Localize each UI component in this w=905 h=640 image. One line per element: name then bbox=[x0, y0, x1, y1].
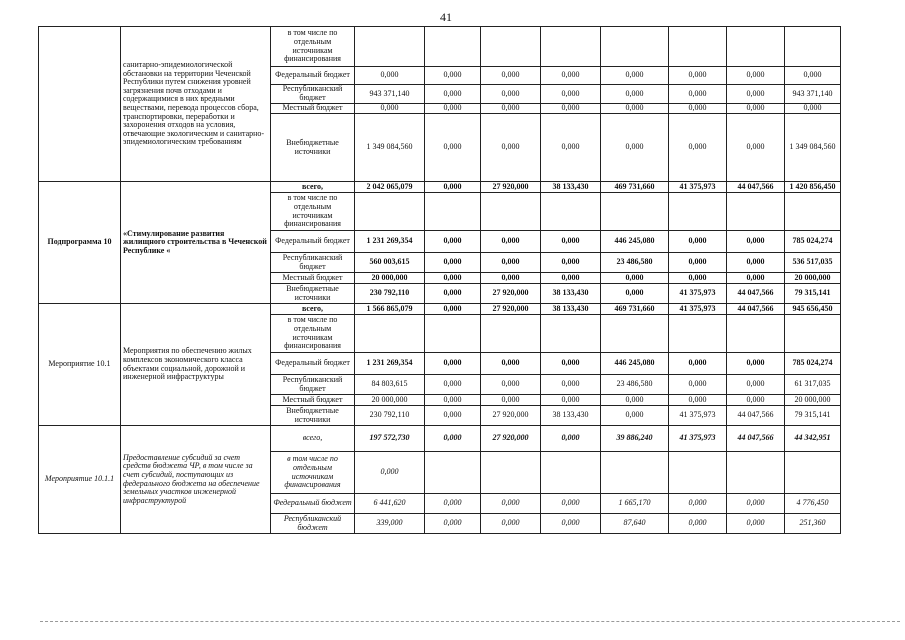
amount-cell: 0,000 bbox=[425, 395, 481, 406]
amount-cell: 0,000 bbox=[601, 406, 669, 426]
amount-cell: 0,000 bbox=[425, 514, 481, 534]
amount-cell: 0,000 bbox=[425, 114, 481, 182]
amount-cell: 0,000 bbox=[727, 104, 785, 114]
amount-cell: 469 731,660 bbox=[601, 182, 669, 193]
empty-cell bbox=[727, 193, 785, 231]
source-label: в том числе по отдельным источникам финансирования bbox=[271, 193, 355, 231]
amount-cell: 20 000,000 bbox=[355, 273, 425, 284]
amount-cell: 20 000,000 bbox=[785, 395, 841, 406]
source-label: в том числе по отдельным источникам финансирования bbox=[271, 315, 355, 353]
amount-cell: 230 792,110 bbox=[355, 284, 425, 304]
source-label: Внебюджетные источники bbox=[271, 406, 355, 426]
source-label: Республиканский бюджет bbox=[271, 85, 355, 104]
amount-cell: 6 441,620 bbox=[355, 494, 425, 514]
measure-description: санитарно-эпидемиологической обстановки на территории Чеченской Республики путем снижения уровней загрязнения почв отходами и содержащимися в них вредными веществами, перевода процессов сбора, транспортировки, переработки и захоронения отходов на условия, отвечающие экологическим и санитарно-эпидемиологическим требованиям bbox=[121, 27, 271, 182]
empty-cell bbox=[727, 452, 785, 494]
amount-cell: 0,000 bbox=[541, 353, 601, 375]
amount-cell: 0,000 bbox=[425, 253, 481, 273]
amount-cell: 20 000,000 bbox=[355, 395, 425, 406]
amount-cell: 1 349 084,560 bbox=[355, 114, 425, 182]
empty-cell bbox=[541, 315, 601, 353]
table-row bbox=[39, 27, 841, 67]
table-row bbox=[39, 426, 841, 452]
amount-cell: 0,000 bbox=[481, 231, 541, 253]
empty-cell bbox=[669, 315, 727, 353]
amount-cell: 0,000 bbox=[481, 253, 541, 273]
amount-cell: 0,000 bbox=[425, 406, 481, 426]
amount-cell: 0,000 bbox=[425, 375, 481, 395]
amount-cell: 197 572,730 bbox=[355, 426, 425, 452]
source-label: Местный бюджет bbox=[271, 273, 355, 284]
amount-cell: 1 231 269,354 bbox=[355, 231, 425, 253]
empty-cell bbox=[425, 193, 481, 231]
amount-cell: 0,000 bbox=[785, 67, 841, 85]
amount-cell: 0,000 bbox=[355, 67, 425, 85]
amount-cell: 469 731,660 bbox=[601, 304, 669, 315]
amount-cell: 0,000 bbox=[541, 85, 601, 104]
amount-cell: 251,360 bbox=[785, 514, 841, 534]
amount-cell: 20 000,000 bbox=[785, 273, 841, 284]
source-label: Республиканский бюджет bbox=[271, 253, 355, 273]
amount-cell: 41 375,973 bbox=[669, 304, 727, 315]
amount-cell: 0,000 bbox=[355, 104, 425, 114]
amount-cell: 87,640 bbox=[601, 514, 669, 534]
amount-cell: 38 133,430 bbox=[541, 182, 601, 193]
empty-cell bbox=[601, 193, 669, 231]
subprogram-title: «Стимулирование развития жилищного строительства в Чеченской Республике « bbox=[121, 182, 271, 304]
source-label: всего, bbox=[271, 304, 355, 315]
amount-cell: 1 231 269,354 bbox=[355, 353, 425, 375]
source-label: Республиканский бюджет bbox=[271, 375, 355, 395]
amount-cell: 0,000 bbox=[481, 514, 541, 534]
amount-cell: 23 486,580 bbox=[601, 253, 669, 273]
empty-cell bbox=[541, 27, 601, 67]
amount-cell: 0,000 bbox=[601, 114, 669, 182]
amount-cell: 27 920,000 bbox=[481, 284, 541, 304]
amount-cell: 41 375,973 bbox=[669, 182, 727, 193]
source-label: в том числе по отдельным источникам финансирования bbox=[271, 27, 355, 67]
amount-cell: 38 133,430 bbox=[541, 304, 601, 315]
amount-cell: 0,000 bbox=[727, 395, 785, 406]
amount-cell: 0,000 bbox=[425, 284, 481, 304]
measure-label: Мероприятие 10.1 bbox=[39, 304, 121, 426]
amount-cell: 0,000 bbox=[601, 395, 669, 406]
amount-cell: 0,000 bbox=[541, 375, 601, 395]
amount-cell: 446 245,080 bbox=[601, 231, 669, 253]
amount-cell: 44 047,566 bbox=[727, 284, 785, 304]
amount-cell: 0,000 bbox=[541, 114, 601, 182]
source-label: Федеральный бюджет bbox=[271, 353, 355, 375]
empty-cell bbox=[785, 193, 841, 231]
source-label: Федеральный бюджет bbox=[271, 494, 355, 514]
measure-title: Мероприятия по обеспечению жилых комплексов экономического класса объектами социальной, дорожной и инженерной инфраструктуры bbox=[121, 304, 271, 426]
source-label: Местный бюджет bbox=[271, 395, 355, 406]
source-label: Федеральный бюджет bbox=[271, 67, 355, 85]
amount-cell: 1 420 856,450 bbox=[785, 182, 841, 193]
amount-cell: 23 486,580 bbox=[601, 375, 669, 395]
amount-cell: 1 349 084,560 bbox=[785, 114, 841, 182]
amount-cell: 0,000 bbox=[601, 284, 669, 304]
amount-cell: 0,000 bbox=[425, 494, 481, 514]
source-label: Внебюджетные источники bbox=[271, 284, 355, 304]
amount-cell: 0,000 bbox=[727, 514, 785, 534]
amount-cell: 41 375,973 bbox=[669, 426, 727, 452]
amount-cell: 1 665,170 bbox=[601, 494, 669, 514]
amount-cell: 4 776,450 bbox=[785, 494, 841, 514]
amount-cell: 0,000 bbox=[425, 426, 481, 452]
page-bottom-line bbox=[40, 621, 900, 622]
empty-cell bbox=[425, 315, 481, 353]
amount-cell: 27 920,000 bbox=[481, 304, 541, 315]
empty-cell bbox=[481, 193, 541, 231]
amount-cell: 0,000 bbox=[425, 104, 481, 114]
source-label: Местный бюджет bbox=[271, 104, 355, 114]
amount-cell: 0,000 bbox=[601, 67, 669, 85]
source-label: Федеральный бюджет bbox=[271, 231, 355, 253]
amount-cell: 0,000 bbox=[727, 375, 785, 395]
amount-cell: 0,000 bbox=[727, 273, 785, 284]
empty-cell bbox=[785, 315, 841, 353]
amount-cell: 0,000 bbox=[669, 395, 727, 406]
empty-cell bbox=[669, 27, 727, 67]
amount-cell: 0,000 bbox=[669, 114, 727, 182]
amount-cell: 536 517,035 bbox=[785, 253, 841, 273]
amount-cell: 0,000 bbox=[785, 104, 841, 114]
amount-cell: 61 317,035 bbox=[785, 375, 841, 395]
amount-cell: 0,000 bbox=[425, 273, 481, 284]
amount-cell: 0,000 bbox=[601, 273, 669, 284]
empty-cell bbox=[355, 193, 425, 231]
amount-cell: 0,000 bbox=[669, 253, 727, 273]
amount-cell: 27 920,000 bbox=[481, 406, 541, 426]
table-row bbox=[39, 182, 841, 193]
amount-cell: 446 245,080 bbox=[601, 353, 669, 375]
amount-cell: 27 920,000 bbox=[481, 426, 541, 452]
measure-label: Мероприятие 10.1.1 bbox=[39, 426, 121, 534]
amount-cell: 0,000 bbox=[541, 426, 601, 452]
amount-cell: 0,000 bbox=[669, 375, 727, 395]
amount-cell: 44 047,566 bbox=[727, 426, 785, 452]
amount-cell: 0,000 bbox=[425, 85, 481, 104]
amount-cell: 0,000 bbox=[541, 395, 601, 406]
amount-cell: 0,000 bbox=[541, 494, 601, 514]
amount-cell: 943 371,140 bbox=[355, 85, 425, 104]
amount-cell: 0,000 bbox=[669, 67, 727, 85]
page-number: 41 bbox=[440, 10, 452, 24]
source-label: всего, bbox=[271, 426, 355, 452]
amount-cell: 0,000 bbox=[541, 253, 601, 273]
amount-cell: 785 024,274 bbox=[785, 353, 841, 375]
amount-cell: 38 133,430 bbox=[541, 406, 601, 426]
amount-cell: 0,000 bbox=[481, 353, 541, 375]
amount-cell: 0,000 bbox=[727, 67, 785, 85]
amount-cell: 0,000 bbox=[541, 514, 601, 534]
empty-cell bbox=[541, 452, 601, 494]
empty-cell bbox=[425, 27, 481, 67]
amount-cell: 0,000 bbox=[727, 253, 785, 273]
amount-cell: 0,000 bbox=[481, 85, 541, 104]
amount-cell: 560 003,615 bbox=[355, 253, 425, 273]
source-label: Внебюджетные источники bbox=[271, 114, 355, 182]
amount-cell: 0,000 bbox=[669, 514, 727, 534]
amount-cell: 0,000 bbox=[481, 114, 541, 182]
amount-cell: 44 047,566 bbox=[727, 304, 785, 315]
amount-cell: 44 047,566 bbox=[727, 406, 785, 426]
amount-cell: 0,000 bbox=[669, 273, 727, 284]
amount-cell: 0,000 bbox=[727, 114, 785, 182]
amount-cell: 0,000 bbox=[727, 85, 785, 104]
amount-cell: 943 371,140 bbox=[785, 85, 841, 104]
amount-cell: 41 375,973 bbox=[669, 284, 727, 304]
amount-cell: 0,000 bbox=[541, 273, 601, 284]
amount-cell: 0,000 bbox=[727, 231, 785, 253]
amount-cell: 0,000 bbox=[425, 353, 481, 375]
source-label: в том числе по отдельным источникам финансирования bbox=[271, 452, 355, 494]
empty-cell bbox=[425, 452, 481, 494]
subprogram-label: Подпрограмма 10 bbox=[39, 182, 121, 304]
amount-cell: 0,000 bbox=[481, 67, 541, 85]
amount-cell: 79 315,141 bbox=[785, 406, 841, 426]
amount-cell: 39 886,240 bbox=[601, 426, 669, 452]
empty-cell bbox=[355, 315, 425, 353]
amount-cell: 0,000 bbox=[727, 494, 785, 514]
amount-cell: 0,000 bbox=[425, 231, 481, 253]
empty-cell bbox=[601, 27, 669, 67]
amount-cell: 0,000 bbox=[481, 104, 541, 114]
amount-cell: 0,000 bbox=[669, 231, 727, 253]
empty-cell bbox=[481, 452, 541, 494]
empty-cell bbox=[355, 27, 425, 67]
empty-cell bbox=[785, 452, 841, 494]
amount-cell: 0,000 bbox=[601, 85, 669, 104]
empty-cell bbox=[727, 315, 785, 353]
empty-cell bbox=[481, 27, 541, 67]
amount-cell: 27 920,000 bbox=[481, 182, 541, 193]
amount-cell: 339,000 bbox=[355, 514, 425, 534]
amount-cell: 0,000 bbox=[481, 273, 541, 284]
measure-title: Предоставление субсидий за счет средств бюджета ЧР, в том числе за счет субсидий, поступающих из федерального бюджета на обеспечение земельных участков инженерной инфраструктурой bbox=[121, 426, 271, 534]
amount-cell: 0,000 bbox=[481, 395, 541, 406]
source-label: Республиканский бюджет bbox=[271, 514, 355, 534]
amount-cell: 0,000 bbox=[481, 494, 541, 514]
amount-cell: 0,000 bbox=[355, 452, 425, 494]
amount-cell: 44 047,566 bbox=[727, 182, 785, 193]
row-label-cell bbox=[39, 27, 121, 182]
amount-cell: 0,000 bbox=[425, 67, 481, 85]
amount-cell: 84 803,615 bbox=[355, 375, 425, 395]
amount-cell: 230 792,110 bbox=[355, 406, 425, 426]
amount-cell: 0,000 bbox=[541, 104, 601, 114]
amount-cell: 0,000 bbox=[541, 67, 601, 85]
empty-cell bbox=[727, 27, 785, 67]
empty-cell bbox=[601, 452, 669, 494]
amount-cell: 41 375,973 bbox=[669, 406, 727, 426]
amount-cell: 0,000 bbox=[669, 494, 727, 514]
amount-cell: 0,000 bbox=[669, 353, 727, 375]
amount-cell: 0,000 bbox=[425, 182, 481, 193]
amount-cell: 38 133,430 bbox=[541, 284, 601, 304]
amount-cell: 0,000 bbox=[669, 104, 727, 114]
amount-cell: 44 342,951 bbox=[785, 426, 841, 452]
amount-cell: 0,000 bbox=[727, 353, 785, 375]
empty-cell bbox=[541, 193, 601, 231]
amount-cell: 0,000 bbox=[541, 231, 601, 253]
empty-cell bbox=[669, 452, 727, 494]
empty-cell bbox=[669, 193, 727, 231]
amount-cell: 0,000 bbox=[601, 104, 669, 114]
empty-cell bbox=[481, 315, 541, 353]
amount-cell: 1 566 865,079 bbox=[355, 304, 425, 315]
amount-cell: 785 024,274 bbox=[785, 231, 841, 253]
amount-cell: 0,000 bbox=[669, 85, 727, 104]
source-label: всего, bbox=[271, 182, 355, 193]
amount-cell: 945 656,450 bbox=[785, 304, 841, 315]
budget-table bbox=[38, 26, 841, 534]
empty-cell bbox=[601, 315, 669, 353]
amount-cell: 79 315,141 bbox=[785, 284, 841, 304]
table-row bbox=[39, 304, 841, 315]
empty-cell bbox=[785, 27, 841, 67]
amount-cell: 2 042 065,079 bbox=[355, 182, 425, 193]
amount-cell: 0,000 bbox=[481, 375, 541, 395]
amount-cell: 0,000 bbox=[425, 304, 481, 315]
